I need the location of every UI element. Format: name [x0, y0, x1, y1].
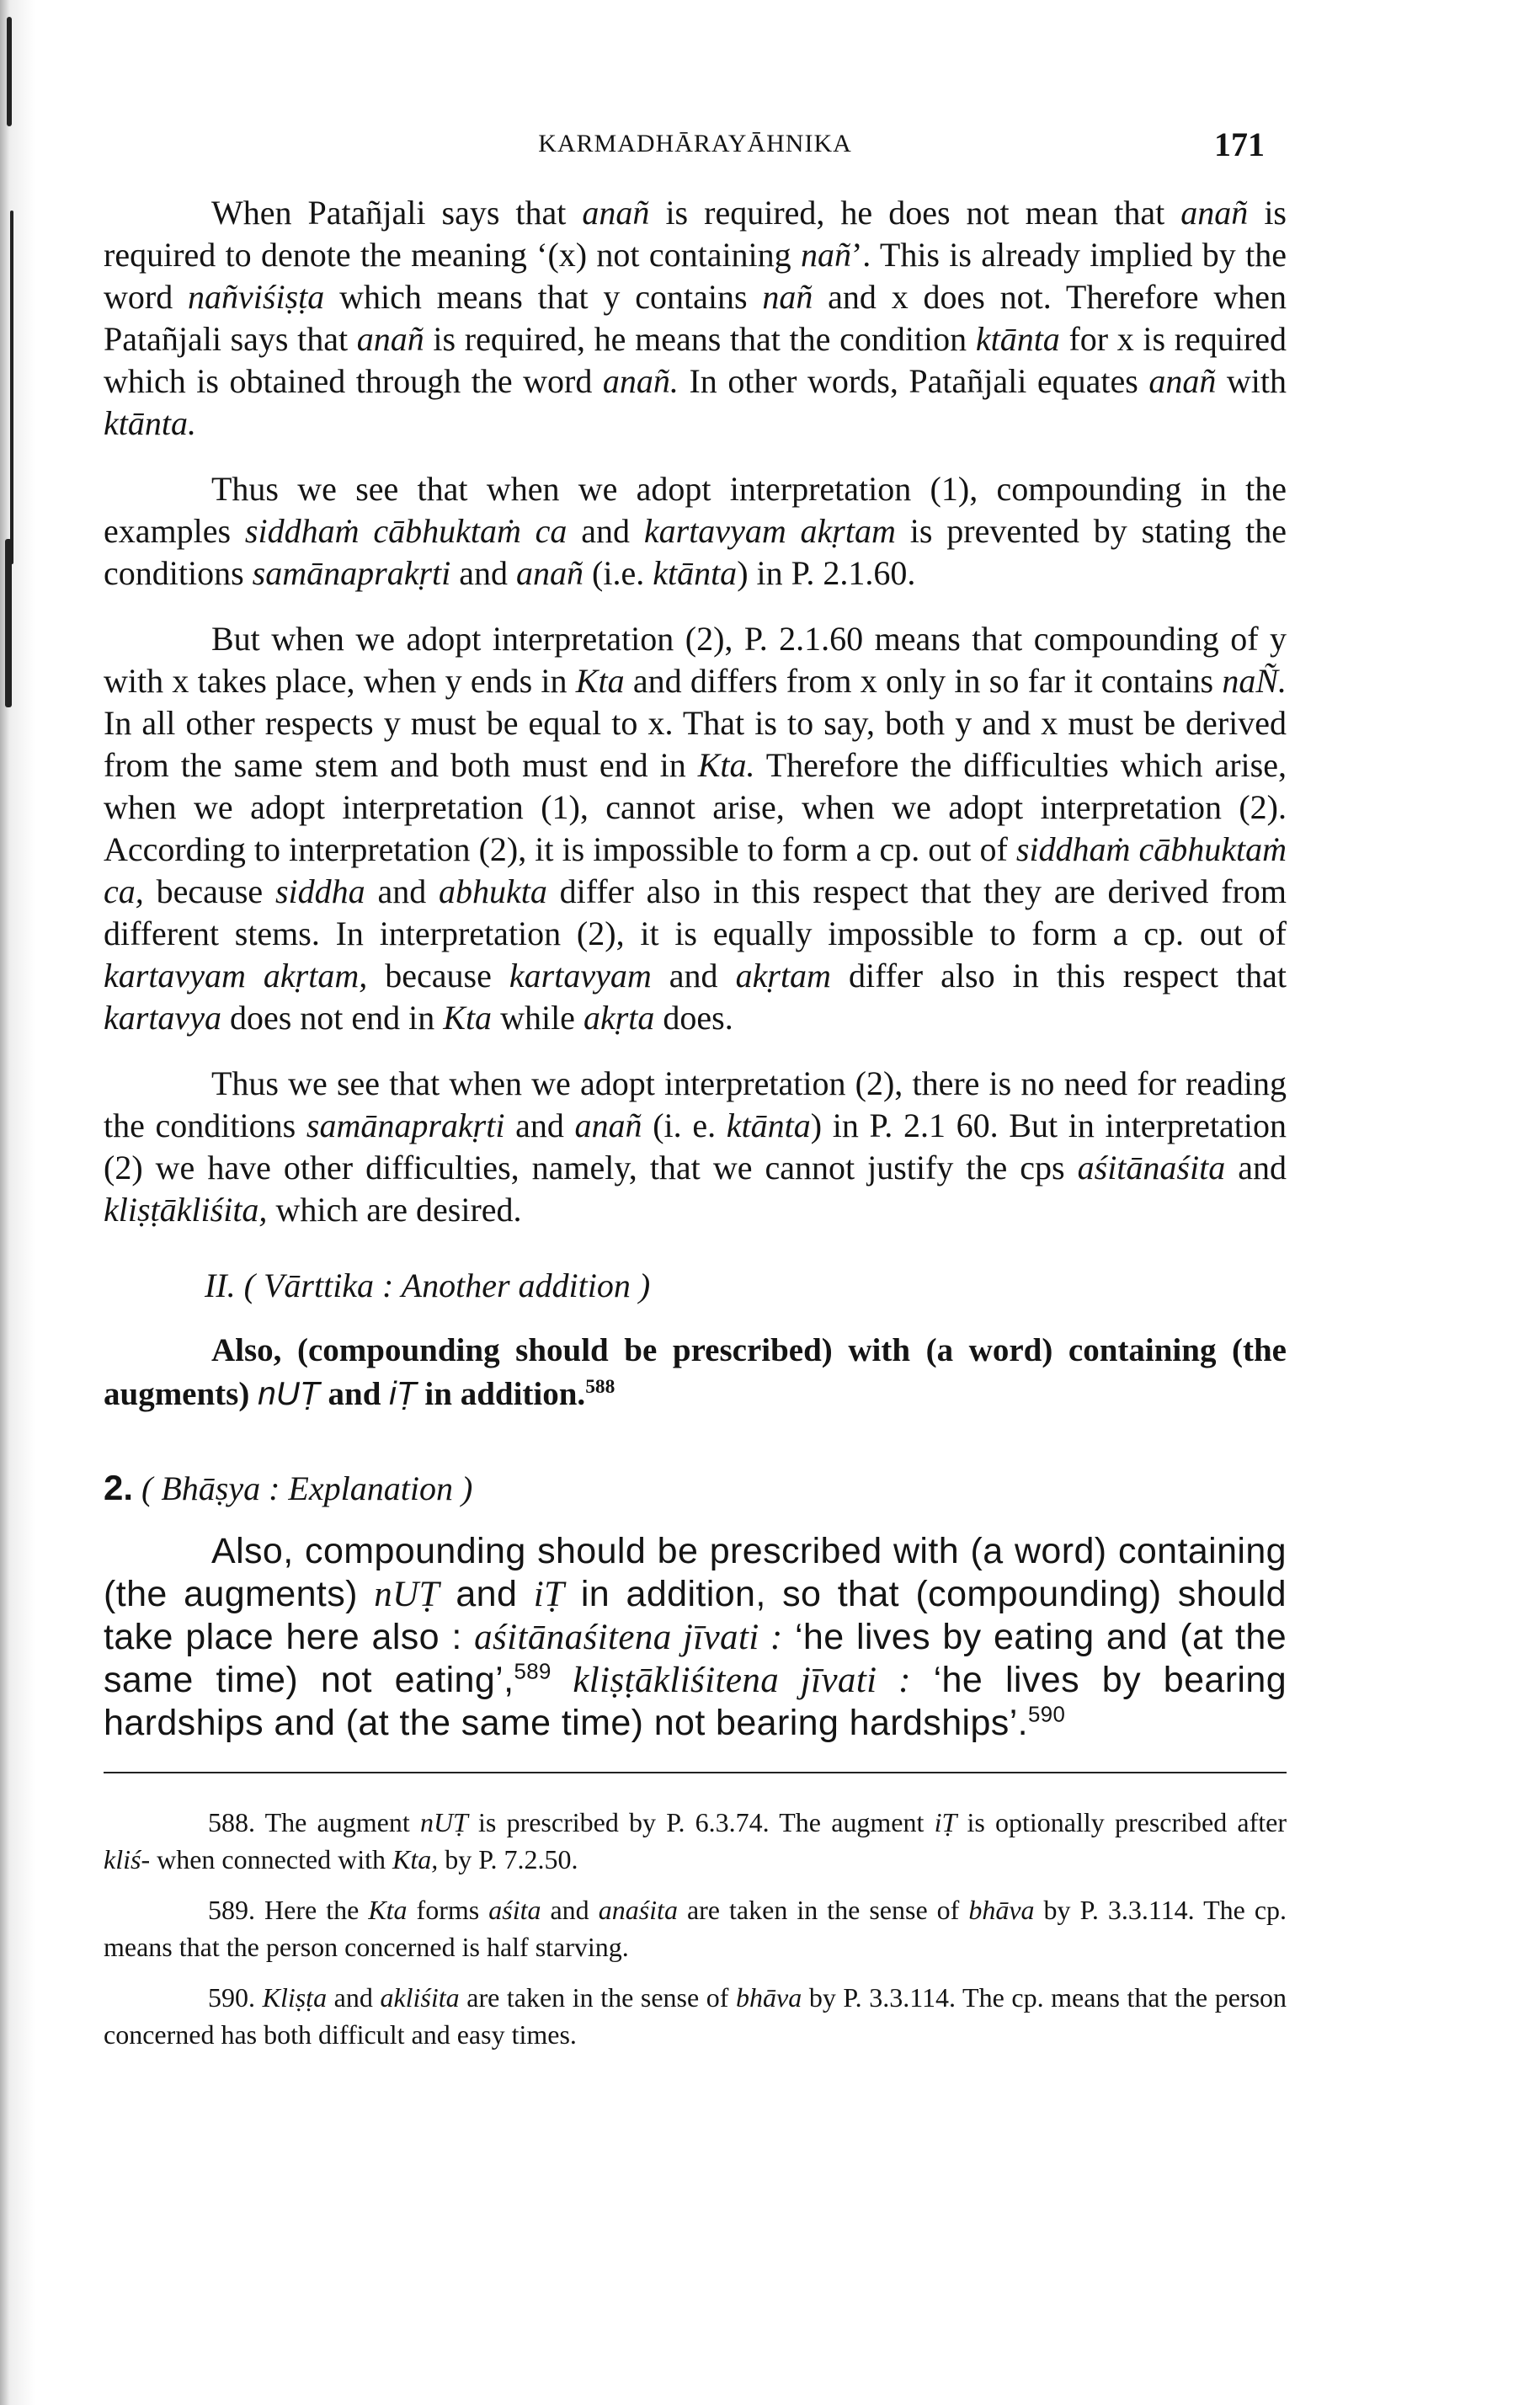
paragraph-3: But when we adopt interpretation (2), P. 2.1.60 means that compounding of y with x takes place, when y ends in Kta and differs from x only in so far it contains naÑ. In all other respects y must be equal to x. That is to say, both y and x must be derived from the same stem and both must end in Kta. Therefore the difficulties which arise, when we adopt interpretation (1), cannot arise, when we adopt interpretation (2). According to interpretation (2), it is impossible to form a cp. out of siddhaṁ cābhuktaṁ ca, because siddha and abhukta differ also in this respect that they are derived from different stems. In interpretation (2), it is equally impossible to form a cp. out of kartavyam akṛtam, because kartavyam and akṛtam differ also in this respect that kartavya does not end in Kta while akṛta does.	[104, 620, 1287, 1037]
paragraph-2: Thus we see that when we adopt interpretation (1), compounding in the examples siddhaṁ cābhuktaṁ ca and kartavyam akṛtam is prevented by stating the conditions samānaprakṛti and anañ (i.e. ktānta) in P. 2.1.60.	[104, 470, 1287, 592]
varttika-text: Also, (compounding should be prescribed) with (a word) containing (the augments) nUṬ and iṬ in addition.$^{588}$	[104, 1332, 1287, 1412]
book-page	[104, 125, 1287, 2066]
running-title: KARMADHĀRAYĀHNIKA	[538, 130, 852, 157]
section-ii-heading: II. ( Vārttika : Another addition )	[205, 1266, 651, 1304]
running-head	[104, 125, 1287, 175]
bhasya-text: Also, compounding should be prescribed with (a word) containing (the augments) nUṬ and iṬ in addition, so that (compounding) should take place here also : aśitānaśitena jīvati : ‘he lives by eating and (at the same time) not eating’,$^{589}$ kliṣṭākliśitena jīvati : ‘he lives by bearing hardships and (at the same time) not bearing hardships’.$^{590}$	[104, 1531, 1287, 1743]
footnote-divider	[104, 1772, 1287, 1773]
page-number: 171	[1214, 125, 1265, 163]
footnote-590: 590. Kliṣṭa and akliśita are taken in the sense of bhāva by P. 3.3.114. The cp. means that the person concerned has both difficult and easy times.	[104, 1982, 1287, 2050]
paragraph-1: When Patañjali says that anañ is required, he does not mean that anañ is required to denote the meaning ‘(x) not containing nañ’. This is already implied by the word nañviśiṣṭa which means that y contains nañ and x does not. Therefore when Patañjali says that anañ is required, he means that the condition ktānta for x is required which is obtained through the word anañ. In other words, Patañjali equates anañ with ktānta.	[104, 194, 1287, 442]
paragraph-4: Thus we see that when we adopt interpretation (2), there is no need for reading the conditions samānaprakṛti and anañ (i. e. ktānta) in P. 2.1 60. But in interpretation (2) we have other difficulties, namely, that we cannot justify the cps aśitānaśita and kliṣṭākliśita, which are desired.	[104, 1064, 1287, 1229]
footnote-ref-588: 588	[585, 1376, 615, 1398]
scan-mark	[7, 17, 12, 126]
footnote-588: 588. The augment nUṬ is prescribed by P. 6.3.74. The augment iṬ is optionally prescribed after kliś- when connected with Kta, by P. 7.2.50.	[104, 1807, 1287, 1874]
footnote-ref-590: 590	[1028, 1703, 1066, 1727]
scan-shadow	[0, 0, 35, 2405]
scan-mark	[10, 211, 13, 564]
scan-mark	[5, 539, 12, 707]
footnote-ref-589: 589	[514, 1660, 552, 1684]
section-2-heading: 2. ( Bhāṣya : Explanation )	[104, 1468, 473, 1507]
footnote-589: 589. Here the Kta forms aśita and anaśita are taken in the sense of bhāva by P. 3.3.114. The cp. means that the person concerned is half starving.	[104, 1895, 1287, 1962]
